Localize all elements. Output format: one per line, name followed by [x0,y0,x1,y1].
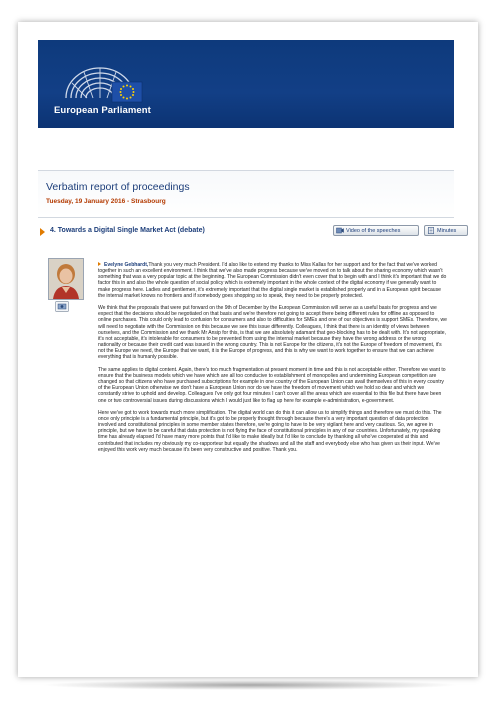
report-date: Tuesday, 19 January 2016 - Strasbourg [46,198,166,205]
video-icon [336,227,344,234]
speaker-photo[interactable] [48,258,84,300]
minutes-button[interactable] [424,225,468,236]
speech-paragraph-4: Here we've got to work towards much more simplification. The digital world can do this it can allow us to simplify things and therefore we must do this. The once only principle is a fundamental principle, but it's got to be properly thought through because there's a very important question of data protection involved and constitutional principles in some member states therefore, we're going to have to be very vigilant here and very cautious. So, we agree in principle, but we have to be careful that data protection is not flying the face of constitutional principles in any of our countries. Unfortunately, my speaking time has already elapsed I'd have many more points that I'd like to make ideally but I'd like to conclude by thanking all who've cooperated at this and contributed that includes my obviously my co-rapporteur but equally the shadows and all the staff and everybody else who has given us their input. We've enjoyed this work very much because it's been very constructive and positive. Thank you. [98,409,442,453]
minutes-button-label: Minutes [437,227,457,234]
item-arrow-icon [40,228,45,236]
video-of-speeches-button[interactable] [333,225,419,236]
report-title: Verbatim report of proceedings [46,181,190,193]
paragraph-text: Thank you very much President. I'd also like to extend my thanks to Miss Kallas for her support and for the fact that we've worked together in such an excellent environment. I think that we've also made progress because we've moved on to talk about the sharing economy which wasn't something that was a very popular topic at the beginning. The European Commission didn't even cover that to begin with and I think it's important that we do factor this in and also the whole question of social policy which is extremely important in the whole context of the digital economy if we generally want to make progress here. Ladies and gentlemen, it's extremely important that the digital single market is established properly and in a European spirit because the internal market knows no frontiers and if somebody goes shopping so to speak, they need to be properly protected. [98,262,447,299]
report-header [38,170,454,218]
speech-text [98,262,448,459]
document-icon [427,227,435,234]
header-banner [38,40,454,128]
agenda-item-row [38,225,457,239]
speech-paragraph-1 [98,262,448,299]
video-button-label: Video of the speeches [346,227,401,234]
speech-paragraph-2: We think that the proposals that were put forward on the 9th of December by the European Commission will serve as a useful basis for progress and we expect that the decisions should be negotiated on that basis and we're therefore not going to accept there being different rules for offline as opposed to online purchases. This could only lead to confusion for consumers and also to difficulties for SMEs and one of our objectives is support SMEs. Therefore, we will need to negotiate with the Commission on this because we see this issue differently. Colleagues, I think that there is an identity of views between ourselves, and the Commission and we thank Mr Ansip for this, is that we are absolutely adamant that geo-blocking has to be dealt with. It's not appropriate, it's not acceptable, it's intolerable for consumers to be prevented from using the internal market because they have the wrong address or the wrong nationality or because their credit card was issued in the wrong country. This is not Europe for the citizens, it's not the Europe of freedom of movement, it's not the Europe we need, the Europe that we want, it is the Europe of progress, and this is why we want to work together to ensure that we can achieve everything that is humanly possible. [98,305,447,361]
speaker-icon[interactable] [55,301,69,312]
document-page [18,22,478,677]
org-name: European Parliament [54,105,151,116]
speaker-name[interactable]: Evelyne Gebhardt, [104,262,149,268]
page-shadow [40,680,460,690]
speaker-arrow-icon [98,262,101,266]
speech-paragraph-3: The same applies to digital content. Again, there's too much fragmentation at present moment in time and this is not acceptable either. Therefore we want to ensure that the business models which we have which are all too conducive to establishment of monopolies and undermining European competition are changed so that citizens who have purchased subscriptions for example in one country of the European Union can avail themselves of this in every country of the European Union otherwise we don't have a European Union nor do we have the freedom of movement which we hold so dear and which we constantly strive to uphold and develop. Colleagues I've only got four minutes I can't cover all the areas which are essential to this file but there have been one or two controversial issues during discussions which I would just like to flag up here for example e-administration, e-government. [98,366,446,404]
agenda-item-title[interactable]: 4. Towards a Digital Single Market Act (debate) [50,227,205,234]
